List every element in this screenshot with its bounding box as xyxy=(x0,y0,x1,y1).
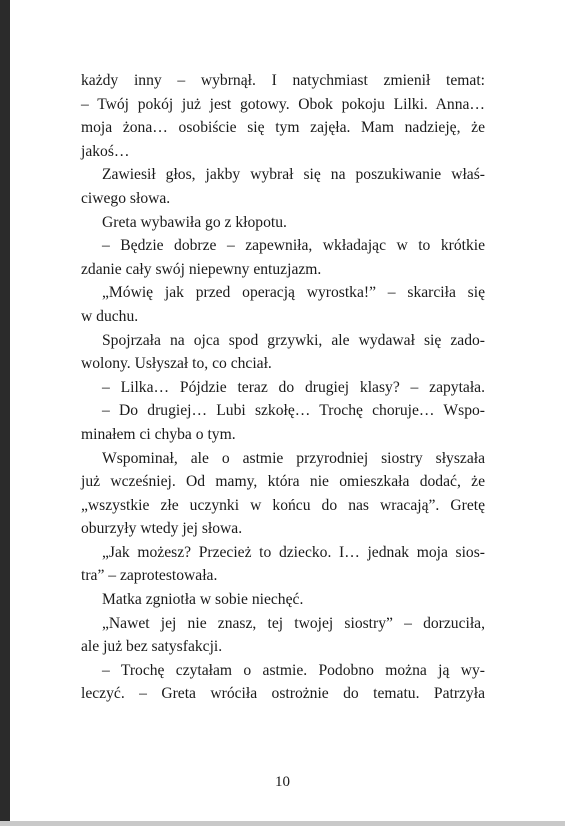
text-line: – Będzie dobrze – zapewniła, wkładając w to krótkie xyxy=(102,237,485,255)
text-line: już wcześniej. Od mamy, która nie omieszkała dodać, że xyxy=(81,473,485,491)
text-line: Greta wybawiła go z kłopotu. xyxy=(102,213,287,231)
text-line: – Twój pokój już jest gotowy. Obok pokoju Lilki. Anna… xyxy=(81,95,485,113)
text-line: „wszystkie złe uczynki w końcu do nas wracają”. Gretę xyxy=(81,496,485,514)
text-line: jakoś… xyxy=(81,142,130,160)
text-line: oburzyły wtedy jej słowa. xyxy=(81,520,243,538)
text-line: „Jak możesz? Przecież to dziecko. I… jednak moja sios- xyxy=(102,543,485,561)
page-number: 10 xyxy=(275,774,290,790)
text-line: ciwego słowa. xyxy=(81,189,171,207)
text-line: „Nawet jej nie znasz, tej twojej siostry” – dorzuciła, xyxy=(102,614,485,632)
text-line: – Trochę czytałam o astmie. Podobno można ją wy- xyxy=(102,661,485,679)
text-line: moja żona… osobiście się tym zajęła. Mam nadzieję, że xyxy=(81,119,485,137)
viewer-left-edge xyxy=(0,0,10,826)
text-line: tra” – zaprotestowała. xyxy=(81,567,218,585)
text-line: „Mówię jak przed operacją wyrostka!” – skarciła się xyxy=(102,284,485,302)
text-line: Spojrzała na ojca spod grzywki, ale wydawał się zado- xyxy=(102,331,485,349)
text-line: w duchu. xyxy=(81,307,139,325)
viewer-bottom-edge xyxy=(0,821,565,826)
text-line: Wspominał, ale o astmie przyrodniej siostry słyszała xyxy=(102,449,485,467)
page-body xyxy=(81,69,485,706)
text-line: Zawiesił głos, jakby wybrał się na poszukiwanie właś- xyxy=(102,166,485,184)
text-line: zdanie cały swój niepewny entuzjazm. xyxy=(81,260,322,278)
text-line: minałem ci chyba o tym. xyxy=(81,425,236,443)
text-line: Matka zgniotła w sobie niechęć. xyxy=(102,591,304,609)
text-line: ale już bez satysfakcji. xyxy=(81,638,223,656)
text-line: leczyć. – Greta wróciła ostrożnie do tematu. Patrzyła xyxy=(81,685,485,703)
text-line: każdy inny – wybrnął. I natychmiast zmienił temat: xyxy=(81,72,485,89)
text-line: wolony. Usłyszał to, co chciał. xyxy=(81,355,272,373)
text-line: – Do drugiej… Lubi szkołę… Trochę choruje… Wspo- xyxy=(102,402,485,420)
text-line: – Lilka… Pójdzie teraz do drugiej klasy? – zapytała. xyxy=(102,378,485,396)
